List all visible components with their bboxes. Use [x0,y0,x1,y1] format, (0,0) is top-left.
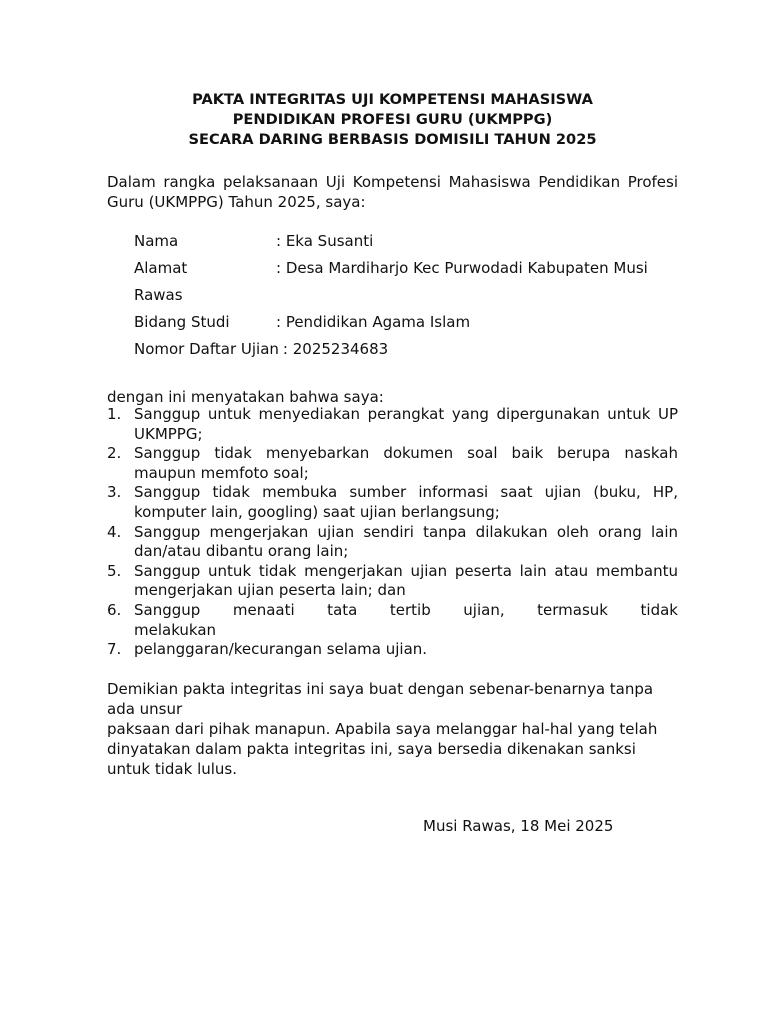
title-line-1: PAKTA INTEGRITAS UJI KOMPETENSI MAHASISWA [192,91,593,108]
list-item-text: Sanggup untuk menyediakan perangkat yang dipergunakan untuk UP UKMPPG; [134,405,678,443]
list-item-number: 3. [107,483,122,502]
list-item-number [107,621,134,641]
field-label: Bidang Studi [134,313,230,331]
list-item [107,444,678,483]
address-value-continued: Rawas [134,286,183,304]
list-item [107,405,678,444]
list-item-text: Sanggup menaati tata tertib ujian, termasuk tidak [134,600,678,619]
statement-intro: dengan ini menyatakan bahwa saya: [107,388,384,406]
field-value: : Pendidikan Agama Islam [276,313,471,331]
list-item-number: 1. [107,405,122,423]
exam-number-value: : 2025234683 [282,340,389,358]
commitment-list [107,405,678,660]
exam-number-label: Nomor Daftar Ujian [134,340,279,358]
list-item-number: 2. [107,444,122,463]
closing-paragraph [107,679,678,779]
identity-row-field [134,311,678,338]
identity-row-address [134,257,678,284]
document-title [107,90,678,150]
closing-line-2: ada unsur [107,700,183,718]
address-label: Alamat [134,259,188,277]
list-item [107,601,678,621]
name-label: Nama [134,232,179,250]
closing-line-3: paksaan dari pihak manapun. Apabila saya melanggar hal-hal yang telah [107,720,658,738]
closing-line-4: dinyatakan dalam pakta integritas ini, saya bersedia dikenakan sanksi [107,740,636,758]
list-item [107,523,678,562]
identity-row-name [134,230,678,257]
list-item-text: Sanggup tidak membuka sumber informasi saat ujian (buku, HP, komputer lain, googling) saat ujian berlangsung; [134,483,678,521]
list-item [107,483,678,522]
list-item-text: melakukan [134,620,217,639]
list-item-number: 5. [107,561,122,580]
identity-block [134,230,678,365]
list-item-number: 7. [107,640,122,659]
closing-line-5: untuk tidak lulus. [107,760,238,778]
list-item-number: 4. [107,522,122,541]
list-item [107,621,678,641]
list-item-text: Sanggup tidak menyebarkan dokumen soal baik berupa naskah maupun memfoto soal; [134,444,678,482]
title-line-3: SECARA DARING BERBASIS DOMISILI TAHUN 2025 [188,131,597,148]
address-value: : Desa Mardiharjo Kec Purwodadi Kabupaten Musi [276,259,648,277]
list-item [107,640,678,660]
title-line-2: PENDIDIKAN PROFESI GURU (UKMPPG) [232,111,553,128]
list-item-text: Sanggup untuk tidak mengerjakan ujian peserta lain atau membantu mengerjakan ujian peserta lain; dan [134,561,678,600]
list-item-text: Sanggup mengerjakan ujian sendiri tanpa dilakukan oleh orang lain dan/atau dibantu orang lain; [134,522,678,561]
place-date: Musi Rawas, 18 Mei 2025 [423,817,614,835]
identity-row-exam-number [134,338,678,365]
list-item [107,562,678,601]
list-item-number: 6. [107,600,122,619]
intro-paragraph: Dalam rangka pelaksanaan Uji Kompetensi Mahasiswa Pendidikan Profesi Guru (UKMPPG) Tahun 2025, saya: [107,173,678,211]
closing-line-1: Demikian pakta integritas ini saya buat dengan sebenar-benarnya tanpa [107,680,654,698]
name-value: : Eka Susanti [276,232,374,250]
list-item-text: pelanggaran/kecurangan selama ujian. [134,640,428,659]
